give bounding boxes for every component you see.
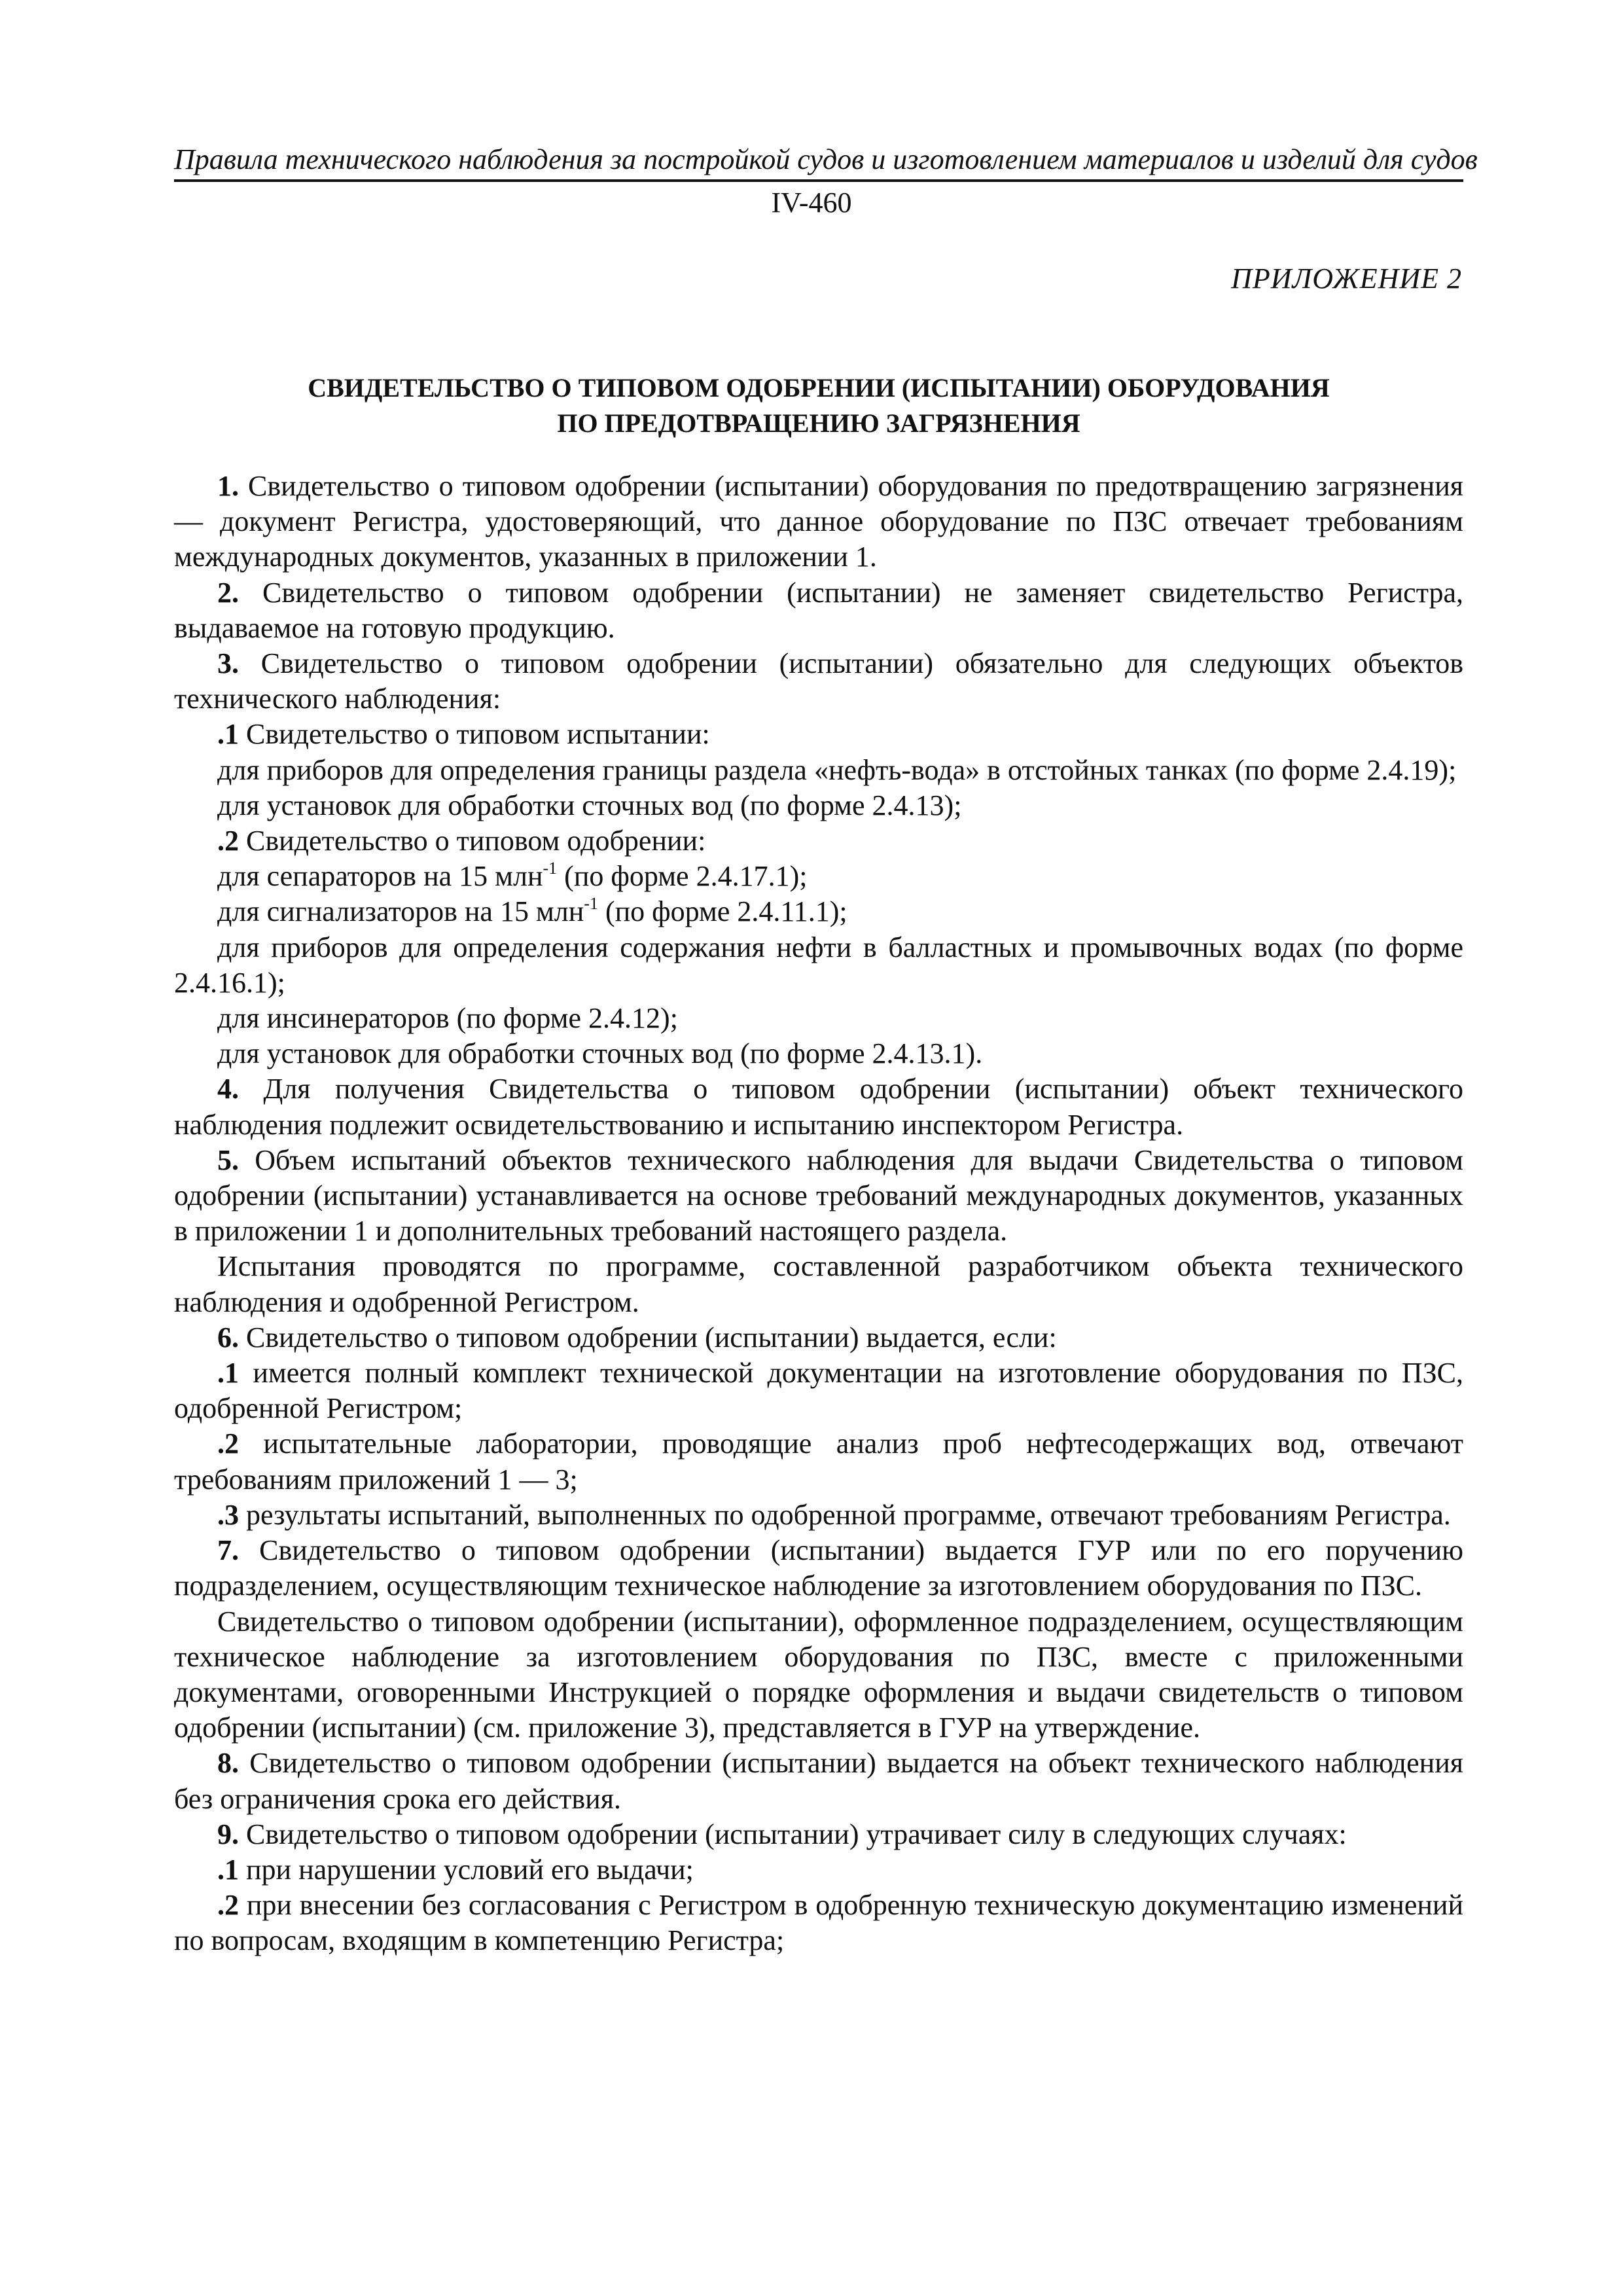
paragraph-text: Свидетельство о типовом одобрении (испытании) выдается, если:: [246, 1321, 1057, 1354]
running-header: Правила технического наблюдения за постройкой судов и изготовлением материалов и изделий для судов: [174, 143, 1478, 175]
paragraph-number: 3.: [217, 647, 239, 680]
title-line-1: СВИДЕТЕЛЬСТВО О ТИПОВОМ ОДОБРЕНИИ (ИСПЫТАНИИ) ОБОРУДОВАНИЯ: [308, 373, 1330, 403]
paragraph-7: [174, 1533, 1463, 1604]
paragraph-number: 4.: [217, 1073, 239, 1105]
paragraph-text: при нарушении условий его выдачи;: [246, 1853, 694, 1886]
subitem-number: .2: [217, 1889, 239, 1922]
subitem-number: .2: [217, 825, 239, 857]
paragraph-6: [174, 1320, 1463, 1355]
paragraph-9: [174, 1817, 1463, 1852]
paragraph-number: 6.: [217, 1321, 239, 1354]
paragraph-9-2: [174, 1888, 1463, 1958]
paragraph-3-2-a: [174, 859, 1463, 894]
paragraph-text: Для получения Свидетельства о типовом одобрении (испытании) объект технического наблюдения подлежит освидетельствованию и испытанию инспектором Регистра.: [174, 1073, 1464, 1141]
title-line-2: ПО ПРЕДОТВРАЩЕНИЮ ЗАГРЯЗНЕНИЯ: [557, 408, 1080, 438]
page-number: IV-460: [771, 187, 852, 219]
paragraph-text: Свидетельство о типовом одобрении (испытании) выдается на объект технического наблюдения без ограничения срока его действия.: [174, 1747, 1463, 1815]
paragraph-number: 2.: [217, 576, 239, 609]
subitem-number: .1: [217, 1357, 239, 1390]
paragraph-text: имеется полный комплект технической документации на изготовление оборудования по ПЗС, одобренной Регистром;: [174, 1357, 1464, 1425]
text-fragment: для сигнализаторов на 15 млн: [217, 895, 584, 928]
paragraph-text: результаты испытаний, выполненных по одобренной программе, отвечают требованиям Регистра.: [246, 1498, 1451, 1531]
text-fragment: (по форме 2.4.17.1);: [564, 860, 808, 893]
paragraph-5: [174, 1143, 1463, 1249]
paragraph-8: [174, 1746, 1463, 1816]
paragraph-3-2: [174, 823, 1463, 859]
paragraph-text: Свидетельство о типовом одобрении (испытании) оборудования по предотвращению загрязнения — документ Регистра, удостоверяющий, что данное оборудование по ПЗС отвечает требованиям международных документов, указанных в приложении 1.: [174, 470, 1463, 573]
document-body: [174, 469, 1463, 1959]
paragraph-3-2-c: для приборов для определения содержания нефти в балластных и промывочных водах (по форме 2.4.16.1);: [174, 931, 1463, 999]
document-title: [174, 370, 1463, 441]
paragraph-6-3: [174, 1498, 1463, 1533]
subitem-number: .3: [217, 1498, 239, 1531]
subitem-number: .1: [217, 718, 239, 751]
paragraph-3: [174, 646, 1463, 717]
appendix-label: ПРИЛОЖЕНИЕ 2: [1231, 262, 1462, 295]
superscript: -1: [543, 859, 558, 878]
paragraph-7-b: Свидетельство о типовом одобрении (испытании), оформленное подразделением, осуществляющим техническое наблюдение за изготовлением оборудования по ПЗС, вместе с приложенными документами, оговоренными Инструкцией о порядке оформления и выдачи свидетельств о типовом одобрении (испытании) (см. приложение 3), представляется в ГУР на утверждение.: [174, 1605, 1463, 1744]
paragraph-6-1: [174, 1355, 1463, 1426]
paragraph-number: 1.: [217, 470, 239, 502]
paragraph-1: [174, 469, 1463, 575]
paragraph-text: Свидетельство о типовом одобрении:: [246, 825, 706, 857]
paragraph-text: Свидетельство о типовом испытании:: [246, 718, 710, 751]
paragraph-text: Свидетельство о типовом одобрении (испытании) выдается ГУР или по его поручению подразделением, осуществляющим техническое наблюдение за изготовлением оборудования по ПЗС.: [174, 1534, 1463, 1602]
paragraph-text: Объем испытаний объектов технического наблюдения для выдачи Свидетельства о типовом одобрении (испытании) устанавливается на основе требований международных документов, указанных в приложении 1 и дополнительных требований настоящего раздела.: [174, 1143, 1463, 1247]
paragraph-9-1: [174, 1852, 1463, 1888]
paragraph-text: Свидетельство о типовом одобрении (испытании) обязательно для следующих объектов технического наблюдения:: [174, 647, 1464, 715]
header-rule: [174, 179, 1463, 182]
paragraph-text: Свидетельство о типовом одобрении (испытании) утрачивает силу в следующих случаях:: [246, 1818, 1347, 1850]
paragraph-3-1-b: для установок для обработки сточных вод (по форме 2.4.13);: [217, 789, 962, 821]
paragraph-4: [174, 1071, 1463, 1142]
paragraph-3-1: [174, 717, 1463, 752]
superscript: -1: [584, 894, 598, 914]
subitem-number: .2: [217, 1427, 239, 1460]
paragraph-text: при внесении без согласования с Регистром в одобренную техническую документацию изменений по вопросам, входящим в компетенцию Регистра;: [174, 1889, 1463, 1957]
paragraph-number: 9.: [217, 1818, 239, 1850]
paragraph-5-b: Испытания проводятся по программе, составленной разработчиком объекта технического наблюдения и одобренной Регистром.: [174, 1250, 1463, 1318]
paragraph-3-2-e: для установок для обработки сточных вод (по форме 2.4.13.1).: [217, 1037, 983, 1070]
paragraph-number: 8.: [217, 1747, 239, 1780]
text-fragment: (по форме 2.4.11.1);: [605, 895, 847, 928]
paragraph-number: 5.: [217, 1143, 239, 1176]
subitem-number: .1: [217, 1853, 239, 1886]
paragraph-3-2-b: [174, 894, 1463, 929]
paragraph-2: [174, 575, 1463, 646]
paragraph-3-1-a: для приборов для определения границы раздела «нефть-вода» в отстойных танках (по форме 2.4.19);: [217, 753, 1457, 786]
paragraph-6-2: [174, 1426, 1463, 1497]
paragraph-text: испытательные лаборатории, проводящие анализ проб нефтесодержащих вод, отвечают требованиям приложений 1 — 3;: [174, 1427, 1464, 1496]
text-fragment: для сепараторов на 15 млн: [217, 860, 543, 893]
paragraph-3-2-d: для инсинераторов (по форме 2.4.12);: [217, 1002, 678, 1035]
paragraph-number: 7.: [217, 1534, 239, 1567]
paragraph-text: Свидетельство о типовом одобрении (испытании) не заменяет свидетельство Регистра, выдаваемое на готовую продукцию.: [174, 576, 1463, 644]
